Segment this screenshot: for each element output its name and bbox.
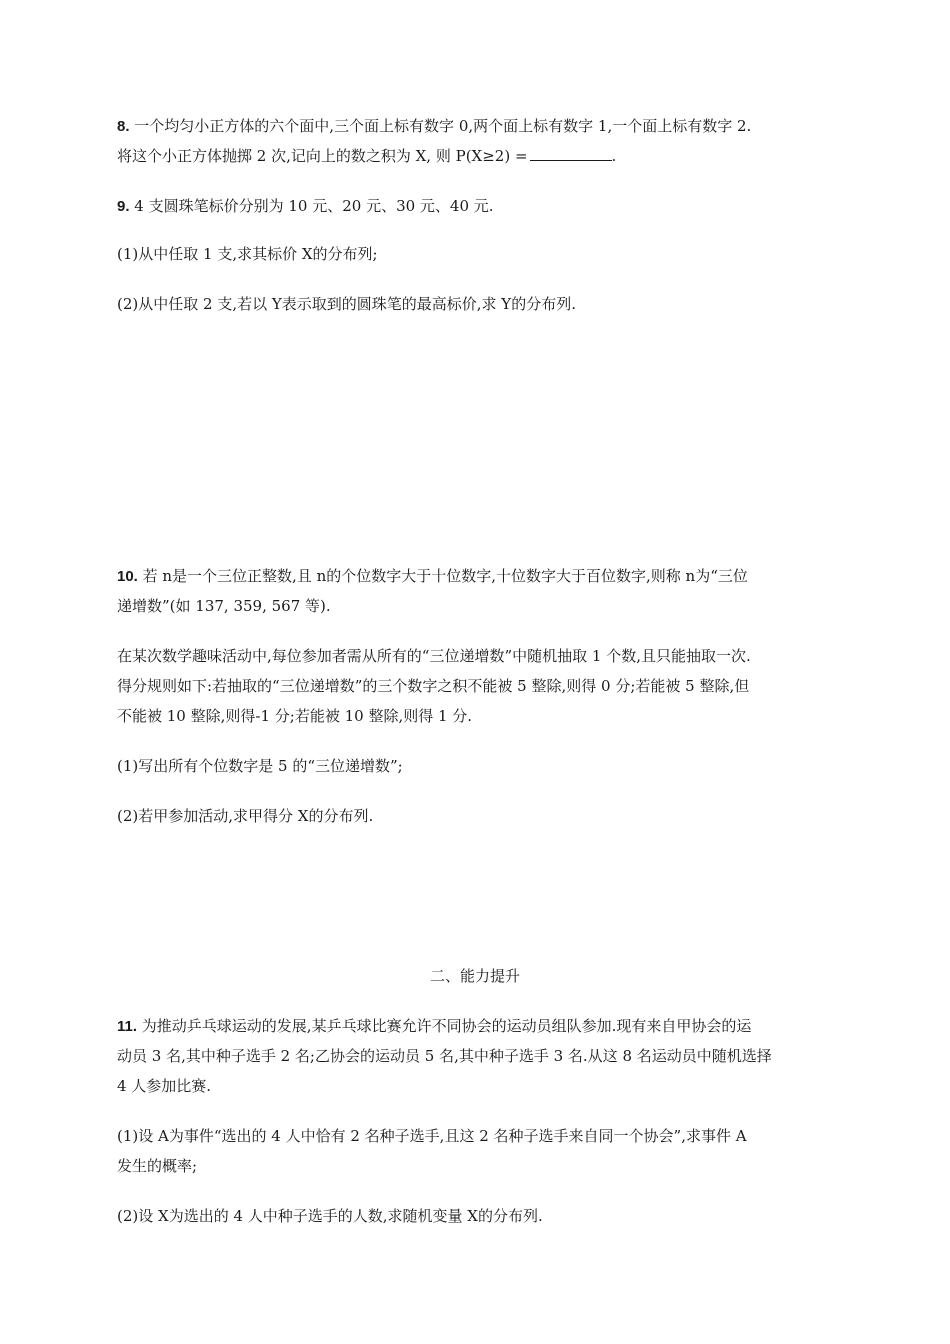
q8-number: 8. [117, 118, 130, 135]
q8-text-2: 将这个小正方体抛掷 2 次,记向上的数之积为 X, 则 P(X≥2) = [117, 147, 528, 165]
q11-text-1: 为推动乒乓球运动的发展,某乒乓球比赛允许不同协会的运动员组队参加.现有来自甲协会的运 [137, 1017, 752, 1035]
q9-part-2: (2)从中任取 2 支,若以 Y表示取到的圆珠笔的最高标价,求 Y的分布列. [117, 295, 576, 313]
q11-part-1a: (1)设 A为事件“选出的 4 人中恰有 2 名种子选手,且这 2 名种子选手来自同一个协会”,求事件 A [117, 1127, 747, 1145]
q8-text-1: 一个均匀小正方体的六个面中,三个面上标有数字 0,两个面上标有数字 1,一个面上标有数字 2. [129, 117, 752, 135]
q10-para-3: 不能被 10 整除,则得-1 分;若能被 10 整除,则得 1 分. [117, 707, 473, 725]
q10-part-2: (2)若甲参加活动,求甲得分 X的分布列. [117, 807, 374, 825]
q10-line-2: 递增数”(如 137, 359, 567 等). [117, 597, 331, 615]
q11-part-2: (2)设 X为选出的 4 人中种子选手的人数,求随机变量 X的分布列. [117, 1207, 543, 1225]
q10-para-1: 在某次数学趣味活动中,每位参加者需从所有的“三位递增数”中随机抽取 1 个数,且只能抽取一次. [117, 647, 751, 665]
q8-line-2 [117, 146, 616, 166]
q9-number: 9. [117, 198, 130, 215]
q10-number: 10. [117, 568, 138, 585]
q11-line-3: 4 人参加比赛. [117, 1077, 212, 1095]
q11-number: 11. [117, 1018, 138, 1035]
q11-line-2: 动员 3 名,其中种子选手 2 名;乙协会的运动员 5 名,其中种子选手 3 名.从这 8 名运动员中随机选择 [117, 1047, 772, 1065]
q10-para-2: 得分规则如下:若抽取的“三位递增数”的三个数字之积不能被 5 整除,则得 0 分;若能被 5 整除,但 [117, 677, 750, 695]
section-heading: 二、能力提升 [429, 967, 520, 985]
q11-line-1 [117, 1016, 751, 1037]
q8-text-2-end: . [611, 147, 617, 165]
q11-part-1b: 发生的概率; [117, 1157, 198, 1175]
q9-text-1: 4 支圆珠笔标价分别为 10 元、20 元、30 元、40 元. [129, 197, 494, 215]
q8-line-1 [117, 116, 751, 137]
q9-line-1 [117, 196, 494, 217]
q9-part-1: (1)从中任取 1 支,求其标价 X的分布列; [117, 245, 378, 263]
q10-line-1 [117, 566, 748, 587]
q10-text-1: 若 n是一个三位正整数,且 n的个位数字大于十位数字,十位数字大于百位数字,则称 n为“三位 [137, 567, 748, 585]
answer-blank[interactable] [530, 146, 612, 161]
q10-part-1: (1)写出所有个位数字是 5 的“三位递增数”; [117, 757, 403, 775]
